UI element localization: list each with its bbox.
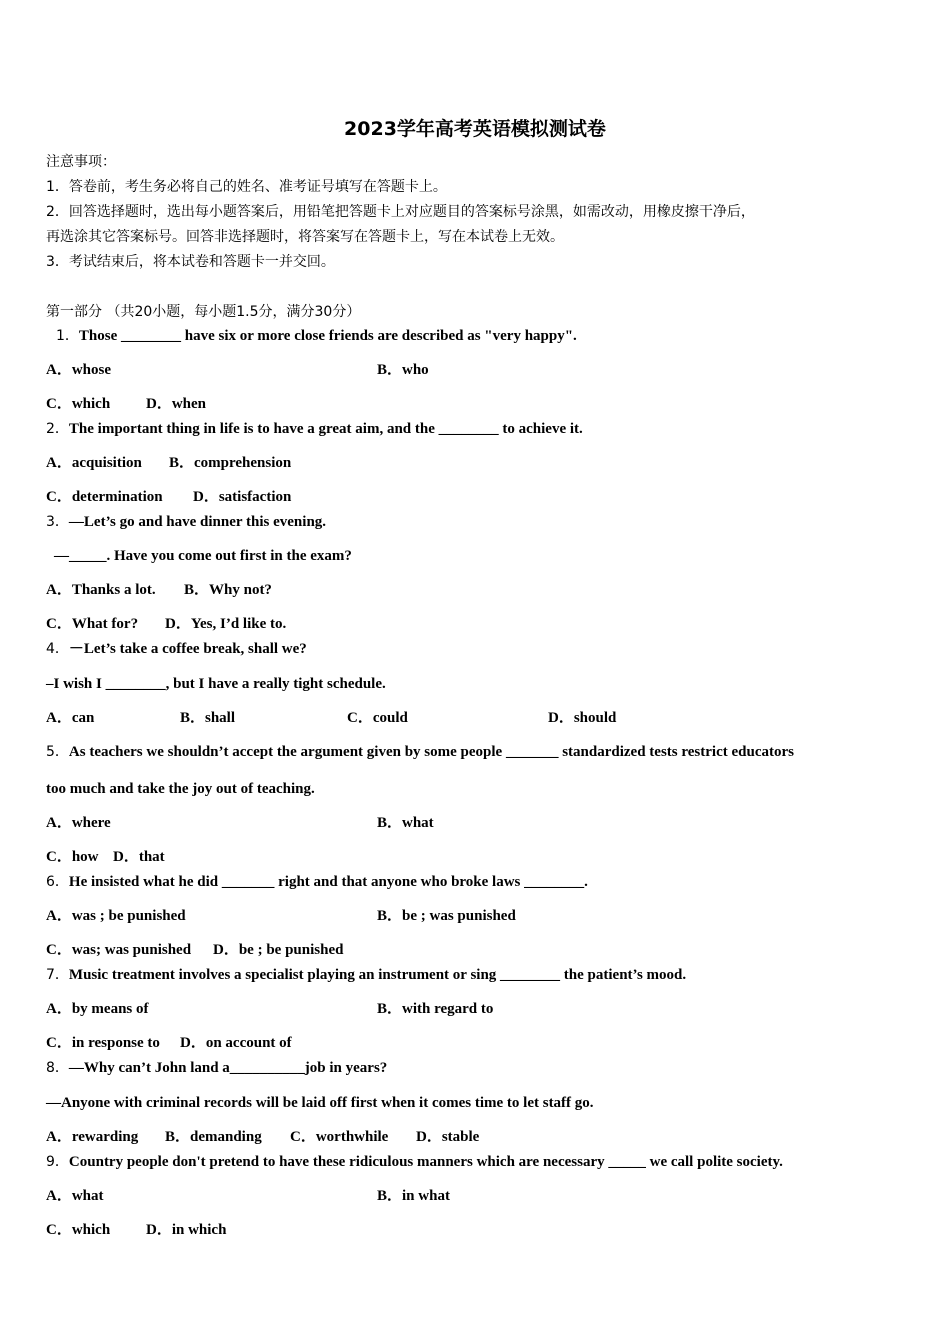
question-text: Those ________ have six or more close friends are described as "very happy". (78, 328, 577, 344)
question-number: 9． (46, 1154, 69, 1170)
notice-item: 再选涂其它答案标号。回答非选择题时，将答案写在答题卡上，写在本试卷上无效。 (46, 229, 564, 245)
option-a[interactable]: A．rewarding (46, 1129, 139, 1145)
question-text: Country people don't pretend to have these ridiculous manners which are necessary _____ we call polite society. (68, 1154, 783, 1170)
option-a[interactable]: A．acquisition (46, 455, 142, 471)
option-a[interactable]: A．by means of (46, 1001, 149, 1017)
question-3-reply: —_____. Have you come out first in the exam? (54, 548, 352, 564)
option-b[interactable]: B．be ; was punished (377, 908, 516, 924)
question-text: As teachers we shouldn’t accept the argument given by some people _______ standardized tests restrict educators (68, 744, 794, 760)
question-8-reply: —Anyone with criminal records will be laid off first when it comes time to let staff go. (46, 1095, 594, 1111)
option-b[interactable]: B．in what (377, 1188, 450, 1204)
question-text: The important thing in life is to have a great aim, and the ________ to achieve it. (68, 421, 583, 437)
question-6 (46, 872, 588, 892)
notice-item: 1．答卷前，考生务必将自己的姓名、准考证号填写在答题卡上。 (46, 179, 447, 195)
option-c[interactable]: C．in response to (46, 1035, 160, 1051)
option-b[interactable]: B．who (377, 362, 429, 378)
option-b[interactable]: B．Why not? (184, 582, 272, 598)
question-text: Music treatment involves a specialist playing an instrument or sing ________ the patient’s mood. (68, 967, 687, 983)
question-8 (46, 1058, 387, 1078)
question-3 (46, 512, 326, 532)
question-number: 4． (46, 641, 69, 657)
option-c[interactable]: C．which (46, 1222, 111, 1238)
option-a[interactable]: A．was ; be punished (46, 908, 186, 924)
question-7 (46, 965, 686, 985)
option-b[interactable]: B．with regard to (377, 1001, 494, 1017)
question-number: 2． (46, 421, 69, 437)
option-b[interactable]: B．shall (180, 710, 236, 726)
option-a[interactable]: A．whose (46, 362, 112, 378)
question-number: 1． (56, 328, 79, 344)
option-d[interactable]: D．that (113, 849, 165, 865)
question-5 (46, 742, 794, 762)
question-text: He insisted what he did _______ right and that anyone who broke laws ________. (68, 874, 588, 890)
question-text: —Why can’t John land a__________job in years? (68, 1060, 388, 1076)
option-c[interactable]: C．determination (46, 489, 163, 505)
option-d[interactable]: D．on account of (180, 1035, 292, 1051)
question-9 (46, 1152, 783, 1172)
question-5-continued: too much and take the joy out of teaching. (46, 781, 315, 797)
notice-item: 2．回答选择题时，选出每小题答案后，用铅笔把答题卡上对应题目的答案标号涂黑，如需改动，用橡皮擦干净后， (46, 204, 755, 220)
option-c[interactable]: C．was; was punished (46, 942, 192, 958)
question-text: －Let’s take a coffee break, shall we? (68, 641, 307, 657)
section-heading: 第一部分 （共20小题，每小题1.5分，满分30分） (46, 304, 361, 320)
option-c[interactable]: C．could (347, 710, 408, 726)
option-d[interactable]: D．be ; be punished (213, 942, 344, 958)
question-number: 8． (46, 1060, 69, 1076)
option-b[interactable]: B．comprehension (169, 455, 292, 471)
question-number: 5． (46, 744, 69, 760)
question-text: —Let’s go and have dinner this evening. (68, 514, 327, 530)
option-a[interactable]: A．what (46, 1188, 104, 1204)
question-4 (46, 639, 307, 659)
option-a[interactable]: A．Thanks a lot. (46, 582, 156, 598)
option-c[interactable]: C．which (46, 396, 111, 412)
option-c[interactable]: C．What for? (46, 616, 139, 632)
exam-title: 2023学年高考英语模拟测试卷 (344, 118, 606, 140)
option-d[interactable]: D．should (548, 710, 617, 726)
notice-item: 3．考试结束后，将本试卷和答题卡一并交回。 (46, 254, 335, 270)
option-d[interactable]: D．satisfaction (193, 489, 292, 505)
option-b[interactable]: B．what (377, 815, 434, 831)
option-d[interactable]: D．Yes, I’d like to. (165, 616, 287, 632)
option-a[interactable]: A．where (46, 815, 111, 831)
question-number: 3． (46, 514, 69, 530)
option-d[interactable]: D．when (146, 396, 207, 412)
notice-heading: 注意事项： (46, 154, 116, 170)
option-c[interactable]: C．worthwhile (290, 1129, 389, 1145)
option-a[interactable]: A．can (46, 710, 95, 726)
option-b[interactable]: B．demanding (165, 1129, 262, 1145)
question-2 (46, 419, 583, 439)
option-c[interactable]: C．how (46, 849, 99, 865)
question-number: 7． (46, 967, 69, 983)
option-d[interactable]: D．stable (416, 1129, 480, 1145)
question-4-reply: –I wish I ________, but I have a really tight schedule. (46, 676, 386, 692)
question-number: 6． (46, 874, 69, 890)
question-1 (56, 326, 577, 346)
option-d[interactable]: D．in which (146, 1222, 227, 1238)
